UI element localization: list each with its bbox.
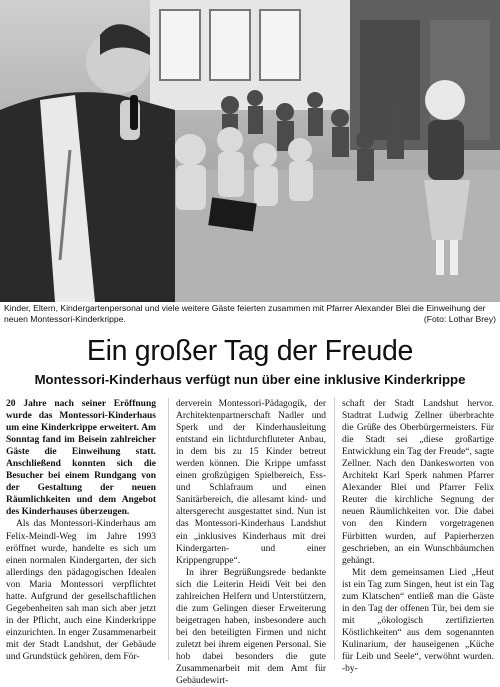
article-column-3	[342, 398, 494, 675]
column-divider	[334, 398, 335, 660]
article-photo	[0, 0, 500, 302]
article-lead: 20 Jahre nach seiner Eröffnung wurde das Montessori-Kinderhaus um eine Kinderkrippe erweitert. Am Sonntag fand im Beisein zahlreicher Gäste die Einweihung statt. Anschließend konnten sich die Besucher bei einem Rundgang von der Gestaltung der neuen Räumlichkeiten und dem Angebot des Kinderhauses überzeugen.	[6, 399, 156, 518]
article-paragraph: In ihrer Begrüßungsrede bedankte sich die Leiterin Heidi Veit bei den zahlreichen Helfern und Unterstützern, die zum Gelingen dieser Erweiterung beigetragen haben, insbesondere auch bei den beteiligten Firmen und nicht zuletzt bei ihrem eigenen Personal. Sie hob dabei besonders die gute Zusammenarbeit mit dem Amt für Gebäudewirt-	[176, 567, 326, 687]
photo-illustration	[0, 0, 500, 302]
photo-caption	[4, 303, 496, 325]
article-paragraph: Als das Montessori-Kinderhaus am Felix-Meindl-Weg im Jahre 1993 eröffnet wurde, handelte es sich um einen normalen Kindergarten, der sich allerdings den pädagogischen Idealen von Maria Montessori verpflichtet hatte. Aufgrund der gesellschaftlichen Gegebenheiten sah man sich aber jetzt in der Pflicht, auch eine Kinderkrippe einzurichten. In enger Zusammenarbeit mit der Stadt Landshut, der Gebäude und Grundstück gehören, dem För-	[6, 519, 156, 662]
headline: Ein großer Tag der Freude	[86, 335, 414, 367]
article-column-1	[6, 398, 156, 663]
photo-credit: (Foto: Lothar Brey)	[423, 314, 496, 324]
article-paragraph: schaft der Stadt Landshut hervor. Stadtrat Ludwig Zellner überbrachte die Grüße des Oberbürgermeisters. Für die Stadt sei „diese großartige Entwicklung ein Tag der Freude“, sagte Zellner. Nach den Dankesworten von Architekt Karl Sperk nahmen Pfarrer Alexander Blei und Pfarrer Felix Reuter die kirchliche Segnung der neuen Räumlichkeiten vor. Die dabei von den Kindern vorgetragenen Fürbitten wurden, auf Papierherzen geschrieben, an ein Wunschbäumchen gehängt.	[342, 399, 494, 566]
column-divider	[168, 398, 169, 660]
article-column-2	[176, 398, 326, 687]
article-paragraph: derverein Montessori-Pädagogik, der Architektenpartnerschaft Nadler und Sperk und der Kinderhausleitung entstand ein lichtdurchfluteter Anbau, in dem bis zu 15 Kinder betreut werden können. Die Krippe umfasst einen großzügigen Spielbereich, Ess- und Schlafraum und einen Sanitärbereich, die allesamt kind- und altersgerecht ausgestattet sind. Nun ist das Montessori-Kinderhaus Landshut ein „inklusives Kinderhaus mit drei Kindergarten- und einer Krippengruppe“.	[176, 399, 326, 566]
caption-text: Kinder, Eltern, Kindergartenpersonal und viele weitere Gäste feierten zusammen mit Pfarrer Alexander Blei die Einweihung der neuen Montessori-Kinderkrippe.	[4, 303, 486, 324]
article-paragraph: Mit dem gemeinsamen Lied „Heut ist ein Tag zum Singen, heut ist ein Tag zum Klatschen“ entließ man die Gäste in den Tag der offenen Tür, bei dem sie mit „ökologisch zertifizierten Köstlichkeiten“ aus dem sogenannten Kulinarium, der hauseigenen „Küche für Leib und Seele“, verwöhnt wurden. -by-	[342, 567, 494, 675]
subheadline: Montessori-Kinderhaus verfügt nun über eine inklusive Kinderkrippe	[34, 372, 466, 387]
